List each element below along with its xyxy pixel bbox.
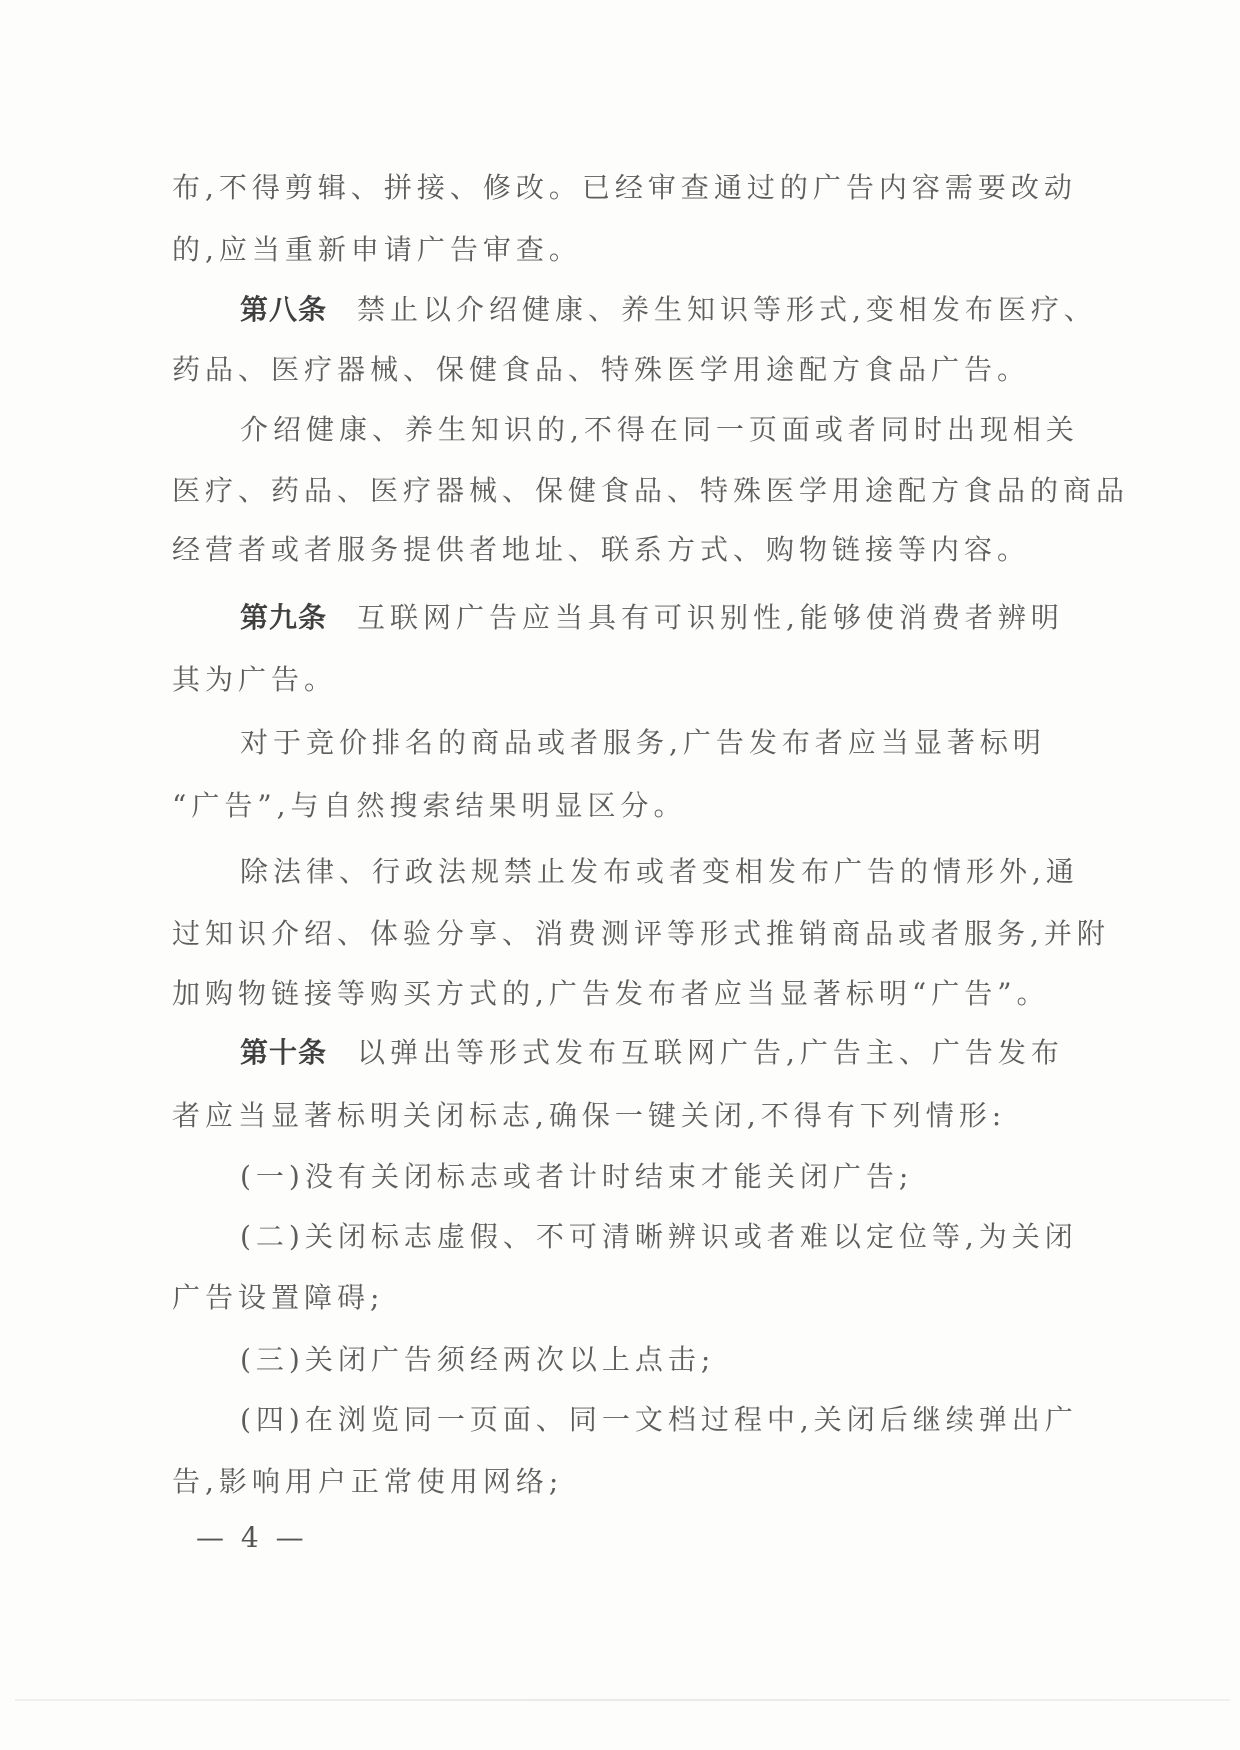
text-line: 对于竞价排名的商品或者服务,广告发布者应当显著标明: [240, 726, 1046, 759]
article-8-paragraph: [240, 290, 1170, 330]
list-item: (一)没有关闭标志或者计时结束才能关闭广告;: [240, 1160, 914, 1193]
article-heading: 第八条: [240, 293, 328, 326]
text-line: 医疗、药品、医疗器械、保健食品、特殊医学用途配方食品的商品: [172, 474, 1130, 507]
text-line: 的,应当重新申请广告审查。: [172, 233, 582, 266]
text-line: 禁止以介绍健康、养生知识等形式,变相发布医疗、: [357, 293, 1097, 326]
list-item: (三)关闭广告须经两次以上点击;: [240, 1343, 716, 1376]
text-line: 告,影响用户正常使用网络;: [172, 1465, 564, 1498]
text-line: 者应当显著标明关闭标志,确保一键关闭,不得有下列情形:: [172, 1099, 1007, 1132]
text-line: “广告”,与自然搜索结果明显区分。: [172, 789, 687, 822]
page-number: — 4 —: [196, 1521, 308, 1554]
article-heading: 第十条: [240, 1036, 328, 1069]
article-heading: 第九条: [240, 601, 328, 634]
text-line: 以弹出等形式发布互联网广告,广告主、广告发布: [357, 1036, 1064, 1069]
text-line: 互联网广告应当具有可识别性,能够使消费者辨明: [357, 601, 1064, 634]
article-9-paragraph: [240, 598, 1170, 638]
list-item: (二)关闭标志虚假、不可清晰辨识或者难以定位等,为关闭: [240, 1220, 1078, 1253]
scan-edge-line: [15, 1699, 1230, 1701]
text-line: 加购物链接等购买方式的,广告发布者应当显著标明“广告”。: [172, 977, 1050, 1010]
list-item: (四)在浏览同一页面、同一文档过程中,关闭后继续弹出广: [240, 1403, 1078, 1436]
text-line: 其为广告。: [172, 663, 338, 696]
text-line: 除法律、行政法规禁止发布或者变相发布广告的情形外,通: [240, 855, 1079, 888]
text-line: 药品、医疗器械、保健食品、特殊医学用途配方食品广告。: [172, 353, 1031, 386]
text-line: 布,不得剪辑、拼接、修改。已经审查通过的广告内容需要改动: [172, 171, 1077, 204]
article-10-paragraph: [240, 1033, 1170, 1073]
text-line: 经营者或者服务提供者地址、联系方式、购物链接等内容。: [172, 533, 1031, 566]
text-line: 广告设置障碍;: [172, 1281, 385, 1314]
text-line: 过知识介绍、体验分享、消费测评等形式推销商品或者服务,并附: [172, 917, 1110, 950]
text-line: 介绍健康、养生知识的,不得在同一页面或者同时出现相关: [240, 413, 1079, 446]
